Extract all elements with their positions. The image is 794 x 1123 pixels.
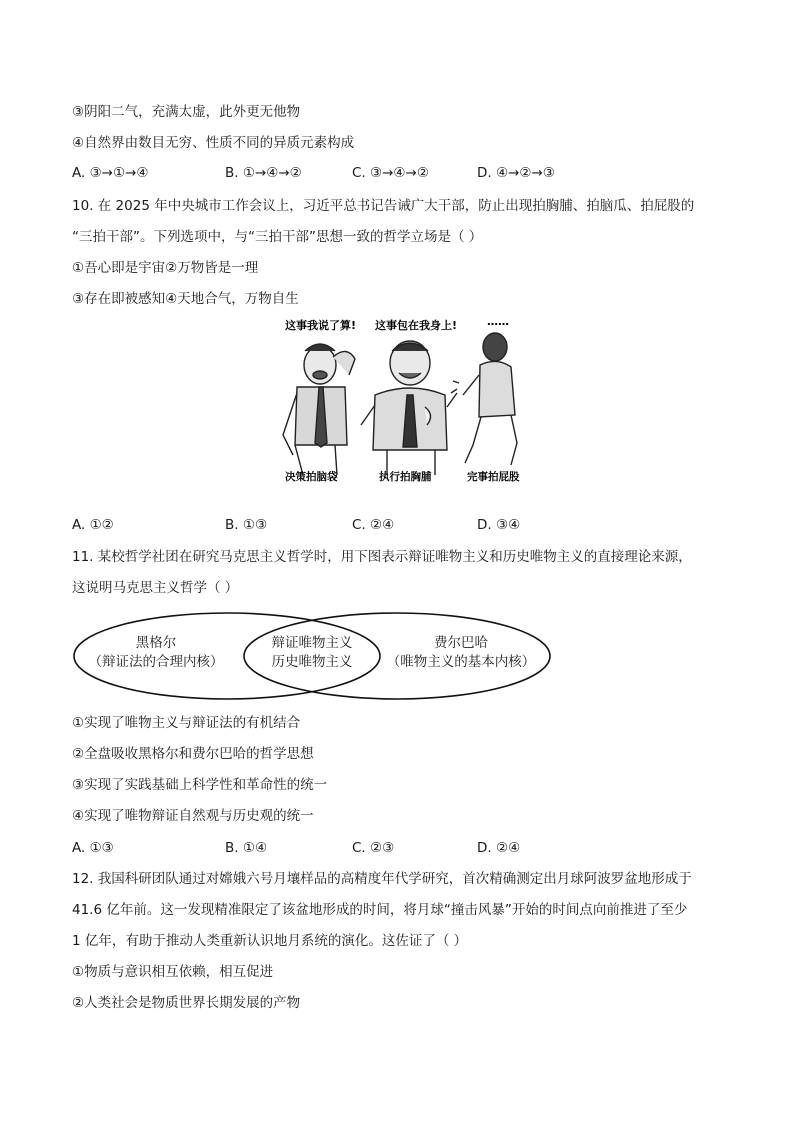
q9-statement-3: ③阴阳二气，充满太虚，此外更无他物	[72, 104, 301, 120]
cartoon-caption-3: 完事拍屁股	[467, 471, 520, 483]
q11-stem-line1: 11. 某校哲学社团在研究马克思主义哲学时，用下图表示辩证唯物主义和历史唯物主义的直接理论来源，	[72, 549, 692, 565]
q11-option-d[interactable]: D. ②④	[477, 840, 521, 856]
q12-stem-line3: 1 亿年，有助于推动人类重新认识地月系统的演化。这佐证了（ ）	[72, 933, 468, 949]
q11-statement-1: ①实现了唯物主义与辩证法的有机结合	[72, 715, 301, 731]
q10-option-d[interactable]: D. ③④	[477, 517, 521, 533]
cartoon-figure-walking-away	[451, 333, 517, 465]
three-pat-cartoon	[275, 315, 535, 485]
q12-statement-2: ②人类社会是物质世界长期发展的产物	[72, 995, 301, 1011]
q10-stem-line2: “三拍干部”。下列选项中，与“三拍干部”思想一致的哲学立场是（ ）	[72, 229, 483, 245]
venn-left-label	[72, 634, 240, 672]
q11-statement-3: ③实现了实践基础上科学性和革命性的统一	[72, 777, 328, 793]
q12-stem-line1: 12. 我国科研团队通过对嫦娥六号月壤样品的高精度年代学研究，首次精确测定出月球阿波罗盆地形成于	[72, 871, 692, 887]
venn-right-sub: （唯物主义的基本内核）	[386, 654, 536, 670]
q9-option-b[interactable]: B. ①→④→②	[225, 165, 302, 181]
cartoon-bubble-3: ……	[487, 315, 509, 328]
venn-right-label	[370, 634, 552, 672]
cartoon-caption-2: 执行拍胸脯	[379, 471, 432, 483]
q11-option-c[interactable]: C. ②③	[352, 840, 395, 856]
venn-center-2: 历史唯物主义	[271, 654, 353, 670]
q9-option-c[interactable]: C. ③→④→②	[352, 165, 429, 181]
q10-statements-1-2: ①吾心即是宇宙②万物皆是一理	[72, 260, 259, 276]
cartoon-caption-1: 决策拍脑袋	[285, 471, 338, 483]
q10-stem-line1: 10. 在 2025 年中央城市工作会议上，习近平总书记告诫广大干部，防止出现拍胸脯、拍脑瓜、拍屁股的	[72, 198, 695, 214]
q12-stem-line2: 41.6 亿年前。这一发现精准限定了该盆地形成的时间，将月球“撞击风暴”开始的时间点向前推进了至少	[72, 902, 688, 918]
q11-statement-4: ④实现了唯物辩证自然观与历史观的统一	[72, 808, 314, 824]
q10-option-c[interactable]: C. ②④	[352, 517, 395, 533]
q11-option-a[interactable]: A. ①③	[72, 840, 114, 856]
q10-option-b[interactable]: B. ①③	[225, 517, 268, 533]
venn-right-name: 费尔巴哈	[434, 635, 488, 651]
cartoon-figure-head-slapper	[283, 344, 355, 475]
cartoon-figure-chest-patter	[361, 341, 457, 475]
q11-stem-line2: 这说明马克思主义哲学（ ）	[72, 580, 239, 596]
q9-option-a[interactable]: A. ③→①→④	[72, 165, 149, 181]
q10-option-a[interactable]: A. ①②	[72, 517, 114, 533]
q11-options	[72, 840, 672, 858]
venn-center-1: 辩证唯物主义	[271, 635, 353, 651]
theory-sources-venn-diagram	[72, 608, 552, 704]
cartoon-bubble-1: 这事我说了算!	[285, 319, 357, 332]
venn-left-name: 黑格尔	[135, 635, 177, 651]
q10-statements-3-4: ③存在即被感知④天地合气，万物自生	[72, 291, 299, 307]
q10-options	[72, 517, 672, 535]
q9-statement-4: ④自然界由数目无穷、性质不同的异质元素构成	[72, 135, 355, 151]
q11-statement-2: ②全盘吸收黑格尔和费尔巴哈的哲学思想	[72, 746, 314, 762]
q9-option-d[interactable]: D. ④→②→③	[477, 165, 555, 181]
venn-center-label	[252, 634, 372, 672]
q9-options	[72, 165, 672, 183]
q12-statement-1: ①物质与意识相互依赖，相互促进	[72, 964, 274, 980]
venn-left-sub: （辩证法的合理内核）	[88, 654, 224, 670]
q11-option-b[interactable]: B. ①④	[225, 840, 268, 856]
cartoon-bubble-2: 这事包在我身上!	[375, 319, 458, 332]
